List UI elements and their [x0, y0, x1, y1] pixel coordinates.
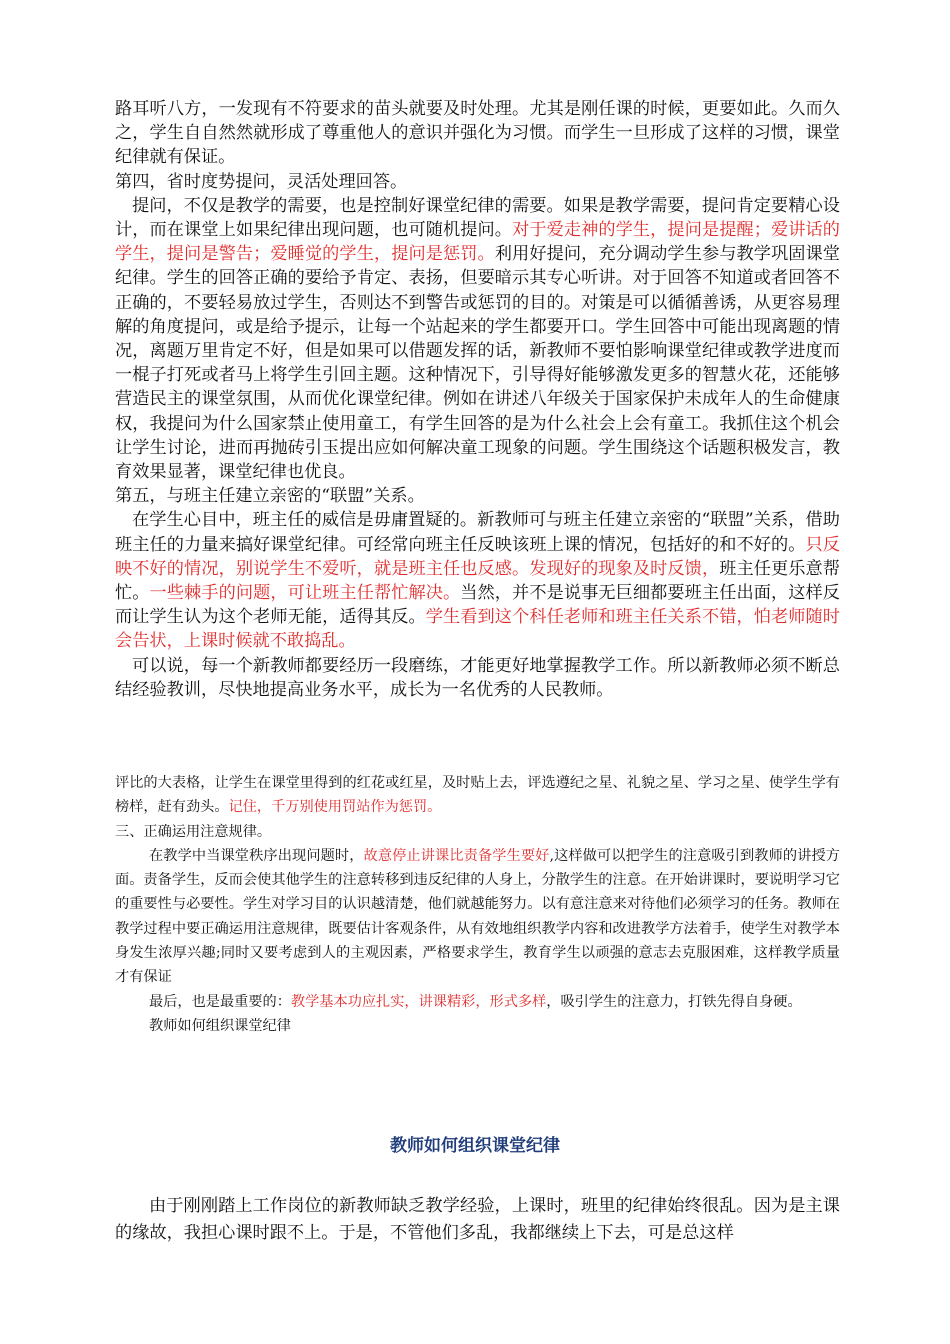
- paragraph-caption: 教师如何组织课堂纪律: [149, 1017, 291, 1034]
- article-title: 教师如何组织课堂纪律: [390, 1136, 560, 1156]
- highlight-text: 一些棘手的问题，可让班主任帮忙解决。: [149, 583, 461, 604]
- text-run: 当然，并不是说事无巨细都要班主任出面，这样反而让学生认为这个老师无能，适得其反。: [115, 583, 840, 628]
- section-upper: [115, 97, 840, 702]
- text-run: 在教学中当课堂秩序出现问题时，: [149, 847, 364, 864]
- subheading-third: 三、正确运用注意规律。: [115, 823, 272, 840]
- text-run: 班主任更乐意帮忙。: [115, 558, 840, 604]
- text-run: 提问，不仅是教学的需要，也是控制好课堂纪律的需要。如果是教学需要，提问肯定要精心设计，而在课堂上如果纪律出现问题，也可随机提问。: [115, 195, 840, 241]
- highlight-text: 学生看到这个科任老师和班主任关系不错，怕老师随时会告状，上课时候就不敢捣乱。: [115, 607, 840, 652]
- paragraph-rewards: [115, 771, 840, 820]
- text-run: 利用好提问，充分调动学生参与教学巩固课堂纪律。学生的回答正确的要给予肯定、表扬，但要暗示其专心听讲。对于回答不知道或者回答不正确的，不要轻易放过学生，否则达不到警告或惩罚的目的。对策是可以循循善诱，从更容易理解的角度提问，或是给予提示，让每一个站起来的学生都要开口。学生回答中可能出现离题的情况，离题万里肯定不好，但是如果可以借题发挥的话，新教师不要怕影响课堂纪律或教学进度而一棍子打死或者马上将学生引回主题。这种情况下，引导得好能够激发更多的智慧火花，还能够营造民主的课堂氛围，从而优化课堂纪律。例如在讲述八年级关于国家保护未成年人的生命健康权，我提问为什么国家禁止使用童工，有学生回答的是为什么社会上会有童工。我抓住这个机会让学生讨论，进而再抛砖引玉提出应如何解决童工现象的问题。学生围绕这个话题积极发言，教育效果显著，课堂纪律也优良。: [115, 244, 840, 483]
- paragraph-conclusion: 可以说，每一个新教师都要经历一段磨练，才能更好地掌握教学工作。所以新教师必须不断总结经验教训，尽快地提高业务水平，成长为一名优秀的人民教师。: [115, 655, 840, 700]
- paragraph-alliance: [115, 508, 840, 653]
- section-middle: [115, 771, 840, 1038]
- subheading-fifth: 第五，与班主任建立亲密的“联盟”关系。: [115, 486, 425, 507]
- text-run: 评比的大表格，让学生在课堂里得到的红花或红星，及时贴上去，评选遵纪之星、礼貌之星、学习之星、使学生学有榜样，赶有劲头。: [115, 775, 840, 816]
- highlight-text: 对于爱走神的学生，提问是提醒；爱讲话的学生，提问是警告；爱睡觉的学生，提问是惩罚。: [115, 220, 840, 265]
- paragraph-questioning: [115, 194, 840, 484]
- text-run: 最后，也是最重要的：: [149, 993, 291, 1010]
- paragraph-finally: [115, 990, 840, 1014]
- text-run: 在学生心目中，班主任的威信是毋庸置疑的。新教师可与班主任建立亲密的“联盟”关系，借助班主任的力量来搞好课堂纪律。可经常向班主任反映该班上课的情况，包括好的和不好的。: [115, 510, 840, 555]
- highlight-text: 记住，千万别使用罚站作为惩罚。: [228, 799, 442, 816]
- section-lower: [115, 1193, 840, 1247]
- highlight-text: 教学基本功应扎实，讲课精彩，形式多样: [290, 993, 547, 1010]
- paragraph-intro: 由于刚刚踏上工作岗位的新教师缺乏教学经验，上课时，班里的纪律始终很乱。因为是主课的缘故，我担心课时跟不上。于是，不管他们多乱，我都继续上下去，可是总这样: [115, 1196, 840, 1243]
- paragraph: 路耳听八方，一发现有不符要求的苗头就要及时处理。尤其是刚任课的时候，更要如此。久而久之，学生自自然然就形成了尊重他人的意识并强化为习惯。而学生一旦形成了这样的习惯，课堂纪律就有保证。: [115, 99, 840, 168]
- text-run: ，吸引学生的注意力，打铁先得自身硬。: [546, 993, 802, 1010]
- paragraph-attention: [115, 844, 840, 990]
- highlight-text: 故意停止讲课比责备学生要好: [363, 847, 550, 864]
- text-run: ,这样做可以把学生的注意吸引到教师的讲授方面。责备学生，反而会使其他学生的注意转移到违反纪律的人身上，分散学生的注意。在开始讲课时，要说明学习它的重要性与必要性。学生对学习目的认识越清楚，他们就越能努力。以有意注意来对待他们必须学习的任务。教师在教学过程中要正确运用注意规律，既要估计客观条件，从有效地组织教学内容和改进教学方法着手，使学生对教学本身发生浓厚兴趣;同时又要考虑到人的主观因素，严格要求学生，教育学生以顽强的意志去克服困难，这样教学质量才有保证: [115, 847, 840, 986]
- subheading-fourth: 第四，省时度势提问，灵活处理回答。: [115, 171, 408, 192]
- highlight-text: 只反映不好的情况，别说学生不爱听，就是班主任也反感。发现好的现象及时反馈，: [115, 534, 840, 579]
